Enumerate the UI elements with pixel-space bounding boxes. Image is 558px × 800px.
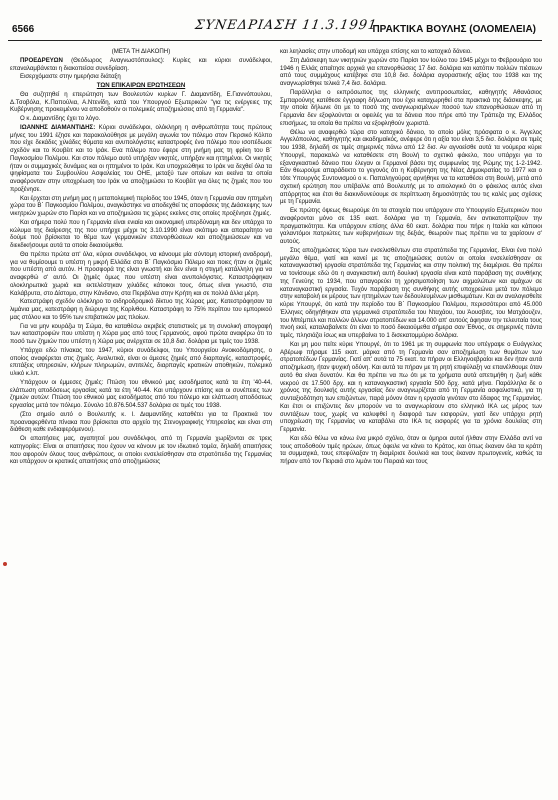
chair-statement bbox=[10, 57, 272, 73]
speaker-name: ΙΩΑΝΝΗΣ ΔΙΑΜΑΝΤΙΔΗΣ: bbox=[20, 123, 96, 131]
paragraph: Ο κ. Διαμαντίδης έχει το λόγο. bbox=[20, 115, 101, 122]
handwritten-session-note: ΣΥΝΕΔΡΙΑΣΗ 11.3.1991 bbox=[193, 18, 379, 33]
paragraph: Οι απαιτήσεις μας, αγαπητοί μου συνάδελφοι, από τη Γερμανία χωρίζονται σε τρεις κατηγορίες: Είναι οι απαιτήσεις που έχουν να κάνουν με τον ιδιωτικό τομέα, δηλαδή απαιτήσεις που αφορούν όλους τους ανθρώπους, οι οποίοι ενσελείσθησαν στα στρατόπεδα της Γερμανίας και υπάρχουν οι κρατικές απαιτήσεις από αποζημιώσεις bbox=[10, 435, 272, 466]
page-header bbox=[10, 18, 540, 40]
paragraph: Στη Διάσκεψη των νικητριών χωρών στο Παρίσι τον Ιούλιο του 1945 μέχρι το Φεβρουάριο του 1946 η Ελλάς απαίτησε αρχικά για επανορθώσεις 17 δισ. δολάρια και κατόπιν πολλών πιέσεων από τους συμμάχους κατέβηκε στα 10,8 δισ. δολάρια αγοραστικής αξίας του 1938 και της αναγνωρίσθηκε τελικά 7,4 δισ. δολάρια. bbox=[280, 56, 542, 87]
left-column bbox=[10, 48, 272, 783]
paragraph: Εκ πρώτης όψεως θεωρούμε ότι τα στοιχεία που υπάρχουν στο Υπουργείο Εξωτερικών που αναφέρονται μόνο σε 135 εκατ. δολάρια για τη Γερμανία, δεν αντικατοπτρίζουν την πραγματικότητα. Και υπάρχουν επίσης άλλα 60 εκατ. δολάρια που πήρε η Ιταλία και κάποιοι γαλαντόμοι πατριώτες των κυβερνήσεων της δεξιάς, θεωρούν πως πρέπει να τα χαρίσουν σ' αυτούς. bbox=[280, 207, 542, 245]
paragraph: Και εδώ θέλω να κάνω ένα μικρό σχόλιο, όταν οι όμηροι αυτοί ήλθαν στην Ελλάδα αντί να τους αποδοθούν τιμές ηρώων, όπως όφειλε να κάνει το Κράτος, και όπως έκαναν όλα τα κράτη τα συμμαχικά, τους επεφύλαξαν τη διαμέρισε δουλειά και τους έκαναν πρωτογενείς, καθώς τα πήραν από τον Πειραιά στο λιμάνι του Πειραιά και τους bbox=[280, 434, 542, 465]
paragraph: Και σήμερα πολύ που η Γερμανία είναι ενιαία και οικονομική υπερδύναμη και δεν υπάρχει το κώλυμα της διαίρεσης της που υπήρχε μέχρι τις 3.10.1990 είναι σκόπιμο και απαραίτητο να δούμε πού βρίσκεται το θέμα των γερμανικών επανορθώσεων και αποζημιώσεων και να διεκδικήσουμε αυτά τα οποία δικαιούμεθα. bbox=[10, 218, 272, 249]
paragraph: Για να μην κουράζω τη Σώμα, θα καταθέσω ακριβείς στατιστικές με τη συνολική απογραφή των καταστροφών που υπέστη η Χώρα μας από τους Γερμανούς, αφού πρώτα αναφέρω ότι το ποσό των ζημιών που υπέστη η Χώρα μας ανέρχεται σε 10,8 δισ. δολάρια με τιμές του 1938. bbox=[10, 322, 272, 345]
paragraph: (Στο σημείο αυτό ο Βουλευτής κ. Ι. Διαμαντίδης καταθέτει για τα Πρακτικά τον προαναφερθέντα πίνακα που βρίσκεται στο αρχείο της Στενογραφικής Υπηρεσίας και είναι στη διάθεση καθε ενδιαφερόμενου). bbox=[10, 410, 272, 434]
agenda-line: Εισερχόμαστε στην ημερήσια διάταξη bbox=[20, 73, 121, 81]
paragraph: Και μη μου πείτε κύριε Υπουργέ, ότι το 1961 με τη συμφωνία που υπέγραψε ο Ευάγγελος Αβέρωφ πήραμε 115 εκατ. μάρκα από τη Γερμανία σαν αποζημίωση των θυμάτων των στρατοπέδων Γερμανίας. Γιατί απ' αυτά τα 75 εκατ. τα πήραν οι Ελληνοεβραίοι και δεν ήταν αυτά αποζημίωση, ήταν ψυχική οδύνη. Και αυτά τα πήραν με τη ρητή επιφύλαξη να επανέλθουμε όταν αυτό θα είναι δυνατόν. Και θα πρέπει να πω ότι με τα χρήματα αυτά απετιμήθη η ζωή κάθε νεκρού σε 17.500 δρχ. και η καταναγκαστική εργασία 500 δρχ. κατά μήνα. Παράλληλα δε ο χρόνος της δουλικής αυτής εργασίας δεν αναγνωρίζεται από τη Γερμανία ασφαλιστικά, για τη συνταξιοδότηση των επιζώντων, παρά μόνον όταν η εργασία γινόταν στο έδαφος της Γερμανίας. Και έτσι οι επιζώντες δεν μπορούν να το αναγνωρίσουν στο ελληνικό ΙΚΑ ως μέρος των συντάξεων τους, χωρίς να καλυφθεί η διαφορά των εισφορών, γιατί δεν υπάρχει ρητή υποχρέωση της Γερμανίας να καταβάλει στο ΙΚΑ τις εισφορές για τα χρόνια δουλείας στη Γερμανία. bbox=[280, 340, 542, 433]
page-title: ΠΡΑΚΤΙΚΑ ΒΟΥΛΗΣ (ΟΛΟΜΕΛΕΙΑ) bbox=[372, 24, 536, 35]
paragraph: Κατεστράφη σχεδόν ολόκληρο το σιδηροδρομικό δίκτυο της Χώρας μας. Κατεστράφησαν τα λιμάνια μας, κατεστράφη η διώρυγα της Κορίνθου. Καταστράφη το 75% περίπου του εμπορικού μας στόλου και το 95% των επιβατικών μας πλοίων. bbox=[10, 298, 272, 321]
speaker-paragraph bbox=[10, 124, 272, 194]
paragraph: Θα συζητηθεί η επερώτηση των Βουλευτών κυρίων Γ. Διαμαντίδη, Ε.Γιαννόπουλου, Δ.Τσοβόλα, Κ.Παπούλια, Α.Ντενίδη, κατά του Υπουργού Εξωτερικών "για τις ενέργειες της Κυβέρνησης προκειμένου να αποδοθούν οι πολεμικές αποζημιώσεις από τη Γερμανία". bbox=[10, 90, 272, 114]
section-title: ΤΩΝ ΕΠΙΚΑΙΡΩΝ ΕΡΩΤΗΣΕΩΝ bbox=[96, 82, 186, 89]
paragraph: Υπάρχουν οι έμμεσες ζημιές: Πτώση του εθνικού μας εισοδήματος κατά τα έτη '40-44, ελάττωση αποδόσεως εργασίας κατά τα έτη '40-44. Και υπάρχουν επίσης και οι συνέπειες των ζημιών αυτών: Πτώση του εθνικού μας εισοδήματος από του πόλεμο και ελάττωση αποδόσεως εργασίας μετά τον πόλεμο. Σύνολο 10.876.504.537 δολάρια σε τιμές του 1938. bbox=[10, 378, 272, 409]
break-note: (ΜΕΤΑ ΤΗ ΔΙΑΚΟΠΗ) bbox=[111, 48, 171, 55]
paragraph: και λεηλασίες στην υποδομή και υπάρχει επίσης και το κατοχικό δάνειο. bbox=[280, 48, 472, 55]
margin-mark bbox=[3, 562, 7, 566]
paragraph: Θέλω να αναφερθώ τώρα στο κατοχικό δάνειο, το οποίο μόλις πρόσφατα ο κ. Άγγελος Αγγελόπουλος, καθηγητής και ακαδημαϊκός, ανέφερε ότι η αξία του είναι 3,5 δισ. δολάρια σε τιμές του 1938, δηλαδή σε τιμές σημερινές πάνω από 12 δισ. Αν αγνοείσθε αυτά τα νούμερα κύριε Υπουργέ, παρακαλώ να καταθέσετε στη Βουλή το σχετικό φάκελο, που υπάρχει για το εξαναγκαστικό δάνειο που έλεγαν οι Γερμανοί βάσει της συμφωνίας της Ρώμης της 1-2-1942. Εάν θεωρούμε απαράδεκτο το γεγονός ότι η Κυβέρνηση της Νέας Δημοκρατίας το 1977 και ο τότε Υπουργός Συντονισμού ο κ. Παπαληγούρας αρνήθηκε να τα καταθέσει στη Βουλή, μετά από σχετική ερώτηση που υπέβαλλε από Βουλευτής με το αιτιολογικό ότι ο φάκελος αυτός είναι απόρρητος και έτσι θα διακινδυνεύουμε σε περίπτωση δημοσιότητάς του τις καλές μας σχέσεις με τη Γερμανία. bbox=[280, 128, 542, 206]
paragraph: Παράλληλα ο εκπρόσωπος της ελληνικής αντιπροσωπείας, καθηγητής Αθανάσιος Σμπαρούνης κατέθεσε έγγραφη δήλωση που έχει καταχωρηθεί στα πρακτικά της διάσκεψης, με την οποία δήλωνε ότι με το ποσό της αναγνωρισμένων ποσού των επανορθώσεων από τη Γερμανία δεν εξοφλούνται οι οφειλές για τα δάνεια που πήρε από την Τράπεζα της Ελλάδος επισήμως, τα οποία θα πρέπει να εξοφληθούν χωριστά. bbox=[280, 88, 542, 127]
paragraph: Θα πρέπει πρώτα απ' όλα, κύριοι συνάδελφοι, να κάνουμε μία σύντομη ιστορική αναδρομή, για να θυμίσουμε τι υπέστη η μικρή Ελλάδα στο Β΄ Παγκόσμιο Πόλεμο και ποιες ήταν οι ζημιές που υπέστη από αυτόν. Η προσφορά της είναι γνωστή και δεν είναι η στιγμή κατάλληλη για να αναφερθώ σ' αυτό. Οι ζημιές όμως που υπέστη είναι ανυπολόγιστες. Καταστράφηκαν ολοκληρωτικά χωριά και εκτελέστηκαν χιλιάδες κάτοικοι τους, όπως είναι γνωστό, στα Καλάβρυτα, στο Δίστομο, στην Κάνδανο, στα Περιβόλια στην Κρήτη και σε πολλά άλλα μέρη. bbox=[10, 250, 272, 297]
chair-role: ΠΡΟΕΔΡΕΥΩΝ bbox=[20, 56, 63, 64]
right-column bbox=[280, 48, 542, 783]
chair-line: Κυρίες και κύριοι συνάδελφοι, επαναλαμβάνεται η διακοπείσα συνεδρίαση. bbox=[10, 56, 272, 72]
paragraph: Στις αποζημιώσεις τώρα των ενσελισθέντων στα στρατόπεδα της Γερμανίας. Είναι ένα πολύ μεγάλο θέμα, γιατί και κανεί με τις αποζημιώσεις αυτών οι οποίοι ενσελείσθησαν σε καταναγκαστική εργασία στρατόπεδα της Γερμανίας και στην πολιτική της διαμέρισε. Θα πρέπει να τονίσουμε εδώ ότι η αναγκαστική αυτή δουλική εργασία είναι κατά παράβαση της συνθήκης της Γενεύης το 1934, που απαγορεύει τη χρησιμοποίηση των αιχμαλώτων και αμάχων σε καταναγκαστική εργασία. Τυχόν παράβαση της συνθήκης αυτής υποχρεώνει μετά τον πόλεμο στην καταβολή εκ μέρους των ηττημένων των δεδουλευμένων μισθωμάτων. Και αν αναλογισθείτε κύριε Υπουργέ, ότι κατά την περίοδο του Β΄ Παγκοσμίου Πολέμου, περισσότεροι από 45.000 Έλληνες οδηγήθηκαν στα γερμανικά στρατόπεδα του Νταχάου, του Άουσβιτς, του Ματχάουζεν, του Μπέμπελ και πολλών άλλων στρατοπέδων και 14.000 απ' αυτούς άφησαν την τελευταία τους πνοή εκεί, καταλαβαίνετε ότι είναι το ποσό δικαιούμεθα σήμερα σαν Έθνος, σε σημερινές πάντα τιμές, πλησιάζει ίσως και υπερβαίνει το 1 δισεκατομμύριο δολάρια. bbox=[280, 246, 542, 339]
paragraph: Και έρχεται στη μνήμη μας η μεταπολεμική περίοδος του 1945, όταν η Γερμανία σαν ηττημένη χώρα του Β΄ Παγκοσμίου Πολέμου, αναγκάστηκε να αποδεχθεί τις αποφάσεις της Διάσκεψης των νικητριών χωρών στο Παρίσι και να αποζημιώσει τις χώρες εκείνες στις οποίες προξένησε ζημιές. bbox=[10, 194, 272, 217]
header-rule bbox=[8, 40, 542, 41]
paragraph: Υπάρχει εδώ πίνακας του 1947, κύριοι συνάδελφοι, του Υπουργείου Ανοικοδόμησης, ο οποίος αναφέρεται στις ζημιές. Αναλυτικά, είναι οι άμεσες ζημιές από διαρπαγές, καταστροφές, επιτάξεις υπηρεσιών, κλήρων πληρωμών, αντιτελές, διαρπαγές κρατικών αποθηκών, πολεμικό υλικό κ.λπ. bbox=[10, 346, 272, 377]
page-number: 6566 bbox=[12, 24, 35, 35]
chair-name: (Θεόδωρος Αναγνωστόπουλος): bbox=[71, 56, 165, 64]
speaker-text: Κύριοι συνάδελφοι, ολόκληρη η ανθρωπότητα τους πρώτους μήνες του 1991 έζησε και παρακολούθησε με μεγάλη αγωνία τον πόλεμο στον Περσικό Κόλπο που είχε δεκάδες χιλιάδες θύματα και ανυπολόγιστες καταστροφές ένα πόλεμο που ισοπέδωσε σχεδόν και το Κουβέιτ και το Ιράκ. Ενα πόλεμο που έφερε στη μνήμη μας τη φρίκη του Β΄ Παγκοσμίου Πολέμου. Και στον πόλεμο αυτό υπήρξαν νικητές, υπήρξαν και ηττημένοι. Οι νικητές ήταν οι συμμαχικές δυνάμεις και οι ηττημένοι το Ιράκ. Και υποχρεώθηκε το Ιράκ να δεχθεί όλα τα ψηφίσματα του Συμβουλίου Ασφαλείας του ΟΗΕ, μεταξύ των οποίων και εκείνα τα οποία αναφέρονταν στην υποχρέωση του Ιράκ να αποζημιώσει το Κουβέιτ για όλες τις ζημιές που του προξένησε. bbox=[10, 123, 272, 193]
